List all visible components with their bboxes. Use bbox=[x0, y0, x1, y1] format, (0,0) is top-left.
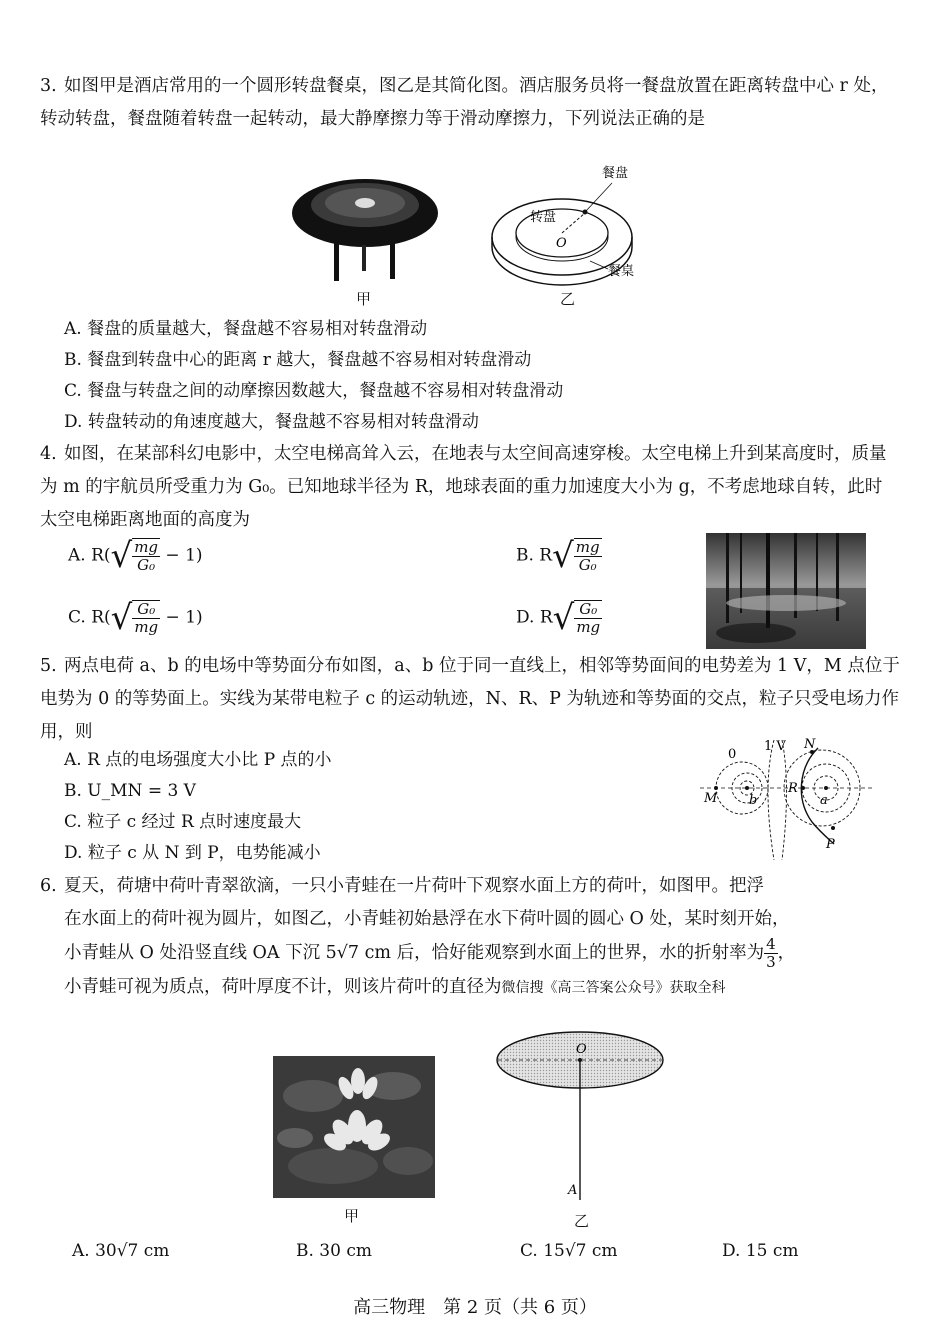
question-number: 5. bbox=[40, 656, 57, 676]
lotus-photo bbox=[273, 1056, 435, 1198]
label-n: N bbox=[804, 737, 816, 752]
label-table: 餐桌 bbox=[608, 264, 635, 279]
q6-option-b: B. 30 cm bbox=[296, 1241, 372, 1261]
q6-option-a: A. 30√7 cm bbox=[72, 1241, 170, 1261]
figure-caption-jia: 甲 bbox=[356, 290, 372, 308]
figure-caption-jia-q6: 甲 bbox=[344, 1207, 360, 1225]
q5-option-c: C. 粒子 c 经过 R 点时速度最大 bbox=[64, 812, 302, 832]
question-stem: 如图，在某部科幻电影中，太空电梯高耸入云，在地表与太空间高速穿梭。太空电梯上升到某高度时，质量为 m 的宇航员所受重力为 G₀。已知地球半径为 R，地球表面的重力加速度大小为 g，不考虑地球自转，此时太空电梯距离地面的高度为 bbox=[40, 444, 887, 530]
label-m: M bbox=[704, 791, 718, 806]
label-plate: 餐盘 bbox=[602, 166, 629, 181]
figure-caption-yi: 乙 bbox=[560, 290, 576, 308]
q5-option-d: D. 粒子 c 从 N 到 P，电势能减小 bbox=[64, 843, 321, 863]
question-6 bbox=[40, 870, 910, 1005]
label-turntable: 转盘 bbox=[530, 210, 557, 225]
question-4 bbox=[40, 438, 890, 537]
question-stem: 如图甲是酒店常用的一个圆形转盘餐桌，图乙是其简化图。酒店服务员将一餐盘放置在距离转盘中心 r 处，转动转盘，餐盘随着转盘一起转动，最大静摩擦力等于滑动摩擦力，下列说法正确的是 bbox=[40, 76, 889, 129]
watermark-text: 微信搜《高三答案公众号》获取全科 bbox=[501, 980, 726, 996]
label-r: R bbox=[788, 781, 798, 796]
question-stem-line3: 小青蛙从 O 处沿竖直线 OA 下沉 5√7 cm 后，恰好能观察到水面上的世界，水的折射率为 $\frac{4}{3}$ ， bbox=[64, 935, 796, 971]
q6-option-c: C. 15√7 cm bbox=[520, 1241, 618, 1261]
turntable-diagram bbox=[490, 165, 670, 290]
question-number: 6. bbox=[40, 876, 57, 896]
q4-option-b: B. R√ $\frac{mg}{\text{G₀}}$ bbox=[516, 536, 600, 576]
space-elevator-photo bbox=[706, 533, 866, 649]
label-a: A bbox=[568, 1183, 578, 1198]
label-0v: 0 bbox=[728, 747, 737, 762]
q4-option-a: A. R(√ $\frac{mg}{\text{G₀}}$ − 1) bbox=[68, 536, 203, 576]
q4-option-d: D. R√ $\frac{\text{G₀}}{mg}$ bbox=[516, 598, 601, 638]
label-1v: 1 V bbox=[764, 739, 786, 754]
q4-option-c: C. R(√ $\frac{\text{G₀}}{mg}$ − 1) bbox=[68, 598, 203, 638]
q5-option-a: A. R 点的电场强度大小比 P 点的小 bbox=[64, 750, 332, 770]
q3-option-a: A. 餐盘的质量越大，餐盘越不容易相对转盘滑动 bbox=[64, 319, 428, 339]
equipotential-diagram bbox=[700, 737, 880, 865]
question-number: 4. bbox=[40, 444, 57, 464]
label-p: P bbox=[826, 837, 835, 852]
question-stem-line1: 夏天，荷塘中荷叶青翠欲滴，一只小青蛙在一片荷叶下观察水面上方的荷叶，如图甲。把浮 bbox=[64, 876, 764, 896]
q3-option-d: D. 转盘转动的角速度越大，餐盘越不容易相对转盘滑动 bbox=[64, 412, 479, 432]
label-b: b bbox=[749, 793, 758, 808]
question-stem-line4: 小青蛙可视为质点，荷叶厚度不计，则该片荷叶的直径为微信搜《高三答案公众号》获取全科 bbox=[64, 977, 726, 997]
lotus-leaf-diagram bbox=[494, 1030, 664, 1202]
label-a: a bbox=[820, 793, 828, 808]
question-stem-line2: 在水面上的荷叶视为圆片，如图乙，小青蛙初始悬浮在水下荷叶圆的圆心 O 处，某时刻开始， bbox=[64, 909, 790, 929]
question-5 bbox=[40, 650, 900, 749]
turntable-photo-figure bbox=[290, 175, 440, 285]
label-center: O bbox=[556, 236, 567, 251]
page-footer: 高三物理 第 2 页（共 6 页） bbox=[353, 1297, 597, 1318]
figure-caption-yi-q6: 乙 bbox=[574, 1212, 590, 1230]
question-stem: 两点电荷 a、b 的电场中等势面分布如图，a、b 位于同一直线上，相邻等势面间的电势差为 1 V，M 点位于电势为 0 的等势面上。实线为某带电粒子 c 的运动轨迹，N、R、P 为轨迹和等势面的交点，粒子只受电场力作用，则 bbox=[40, 656, 900, 742]
question-number: 3. bbox=[40, 76, 57, 96]
label-o: O bbox=[576, 1042, 587, 1057]
q3-option-b: B. 餐盘到转盘中心的距离 r 越大，餐盘越不容易相对转盘滑动 bbox=[64, 350, 532, 370]
q6-option-d: D. 15 cm bbox=[722, 1241, 799, 1261]
question-3 bbox=[40, 70, 890, 136]
q5-option-b: B. U_MN = 3 V bbox=[64, 781, 196, 801]
q3-option-c: C. 餐盘与转盘之间的动摩擦因数越大，餐盘越不容易相对转盘滑动 bbox=[64, 381, 564, 401]
